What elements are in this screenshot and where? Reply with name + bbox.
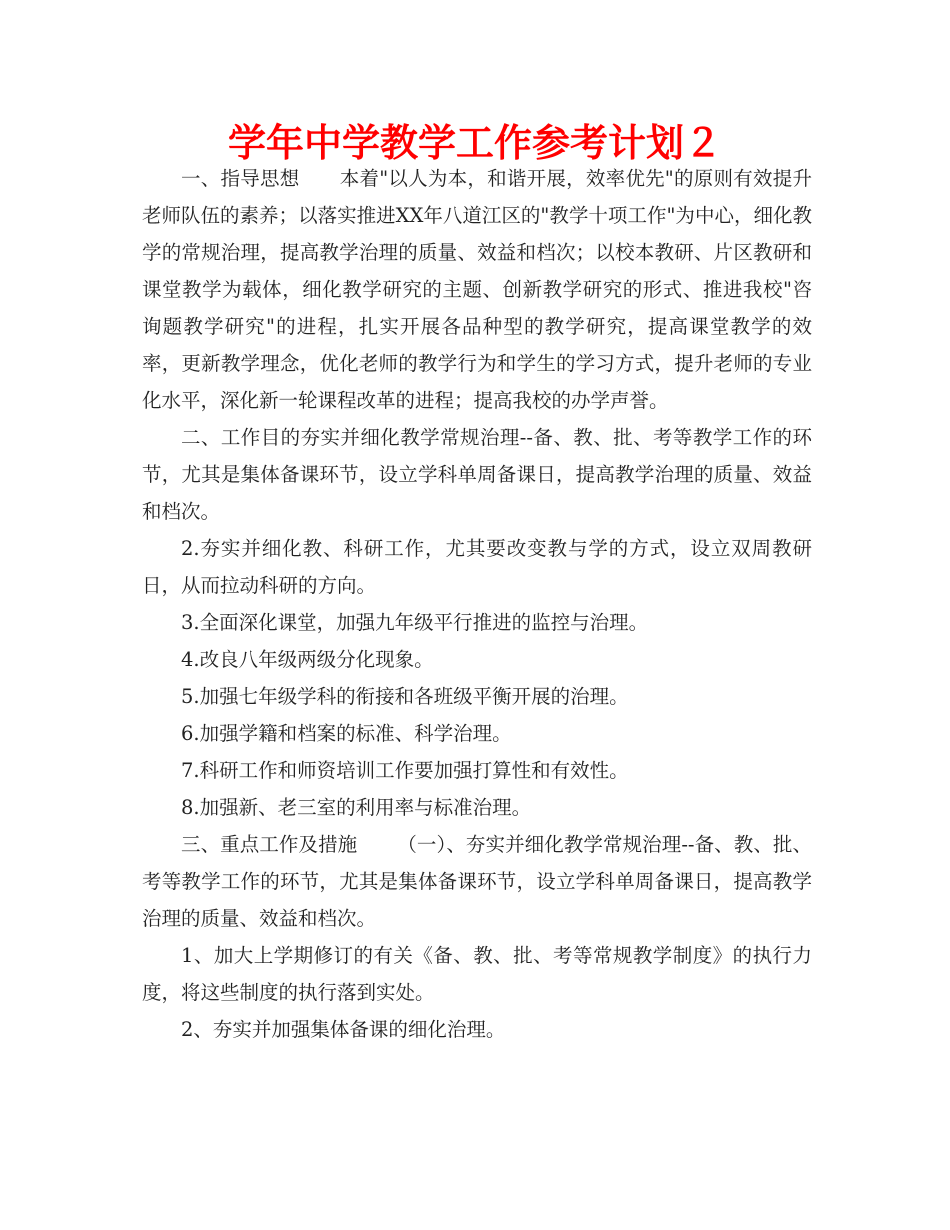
- paragraph-measure-1: 1、加大上学期修订的有关《备、教、批、考等常规教学制度》的执行力度，将这些制度的执行落到实处。: [142, 944, 812, 1004]
- paragraph-goal-2: 2.夯实并细化教、科研工作，尤其要改变教与学的方式，设立双周教研日，从而拉动科研的方向。: [142, 537, 812, 597]
- paragraph-goal-3: 3.全面深化课堂，加强九年级平行推进的监控与治理。: [181, 611, 649, 634]
- paragraph-text: （一）、夯实并细化教学常规治理--备、教、批、考等教学工作的环节，尤其是集体备课环节，设立学科单周备课日，提高教学治理的质量、效益和档次。: [142, 833, 812, 930]
- document-body: [142, 160, 812, 1048]
- paragraph-goal-4: 4.改良八年级两级分化现象。: [181, 648, 434, 671]
- document-title: 学年中学教学工作参考计划２: [227, 121, 722, 165]
- paragraph-guiding-ideology: [142, 160, 812, 419]
- paragraph-key-work: [142, 826, 812, 937]
- paragraph-goal-6: 6.加强学籍和档案的标准、科学治理。: [181, 722, 512, 745]
- section-heading: 一、指导思想: [181, 167, 300, 190]
- paragraph-work-goals: 二、工作目的夯实并细化教学常规治理--备、教、批、考等教学工作的环节，尤其是集体备课环节，设立学科单周备课日，提高教学治理的质量、效益和档次。: [142, 426, 812, 523]
- section-heading: 三、重点工作及措施: [181, 833, 358, 856]
- paragraph-measure-2: 2、夯实并加强集体备课的细化治理。: [181, 1018, 506, 1041]
- paragraph-goal-8: 8.加强新、老三室的利用率与标准治理。: [181, 796, 532, 819]
- paragraph-text: 本着"以人为本，和谐开展，效率优先"的原则有效提升老师队伍的素养；以落实推进XX年八道江区的"教学十项工作"为中心，细化教学的常规治理，提高教学治理的质量、效益和档次；以校本教研、片区教研和课堂教学为载体，细化教学研究的主题、创新教学研究的形式、推进我校"咨询题教学研究"的进程，扎实开展各品种型的教学研究，提高课堂教学的效率，更新教学理念，优化老师的教学行为和学生的学习方式，提升老师的专业化水平，深化新一轮课程改革的进程；提高我校的办学声誉。: [142, 167, 812, 412]
- paragraph-goal-7: 7.科研工作和师资培训工作要加强打算性和有效性。: [181, 759, 629, 782]
- paragraph-goal-5: 5.加强七年级学科的衔接和各班级平衡开展的治理。: [181, 685, 629, 708]
